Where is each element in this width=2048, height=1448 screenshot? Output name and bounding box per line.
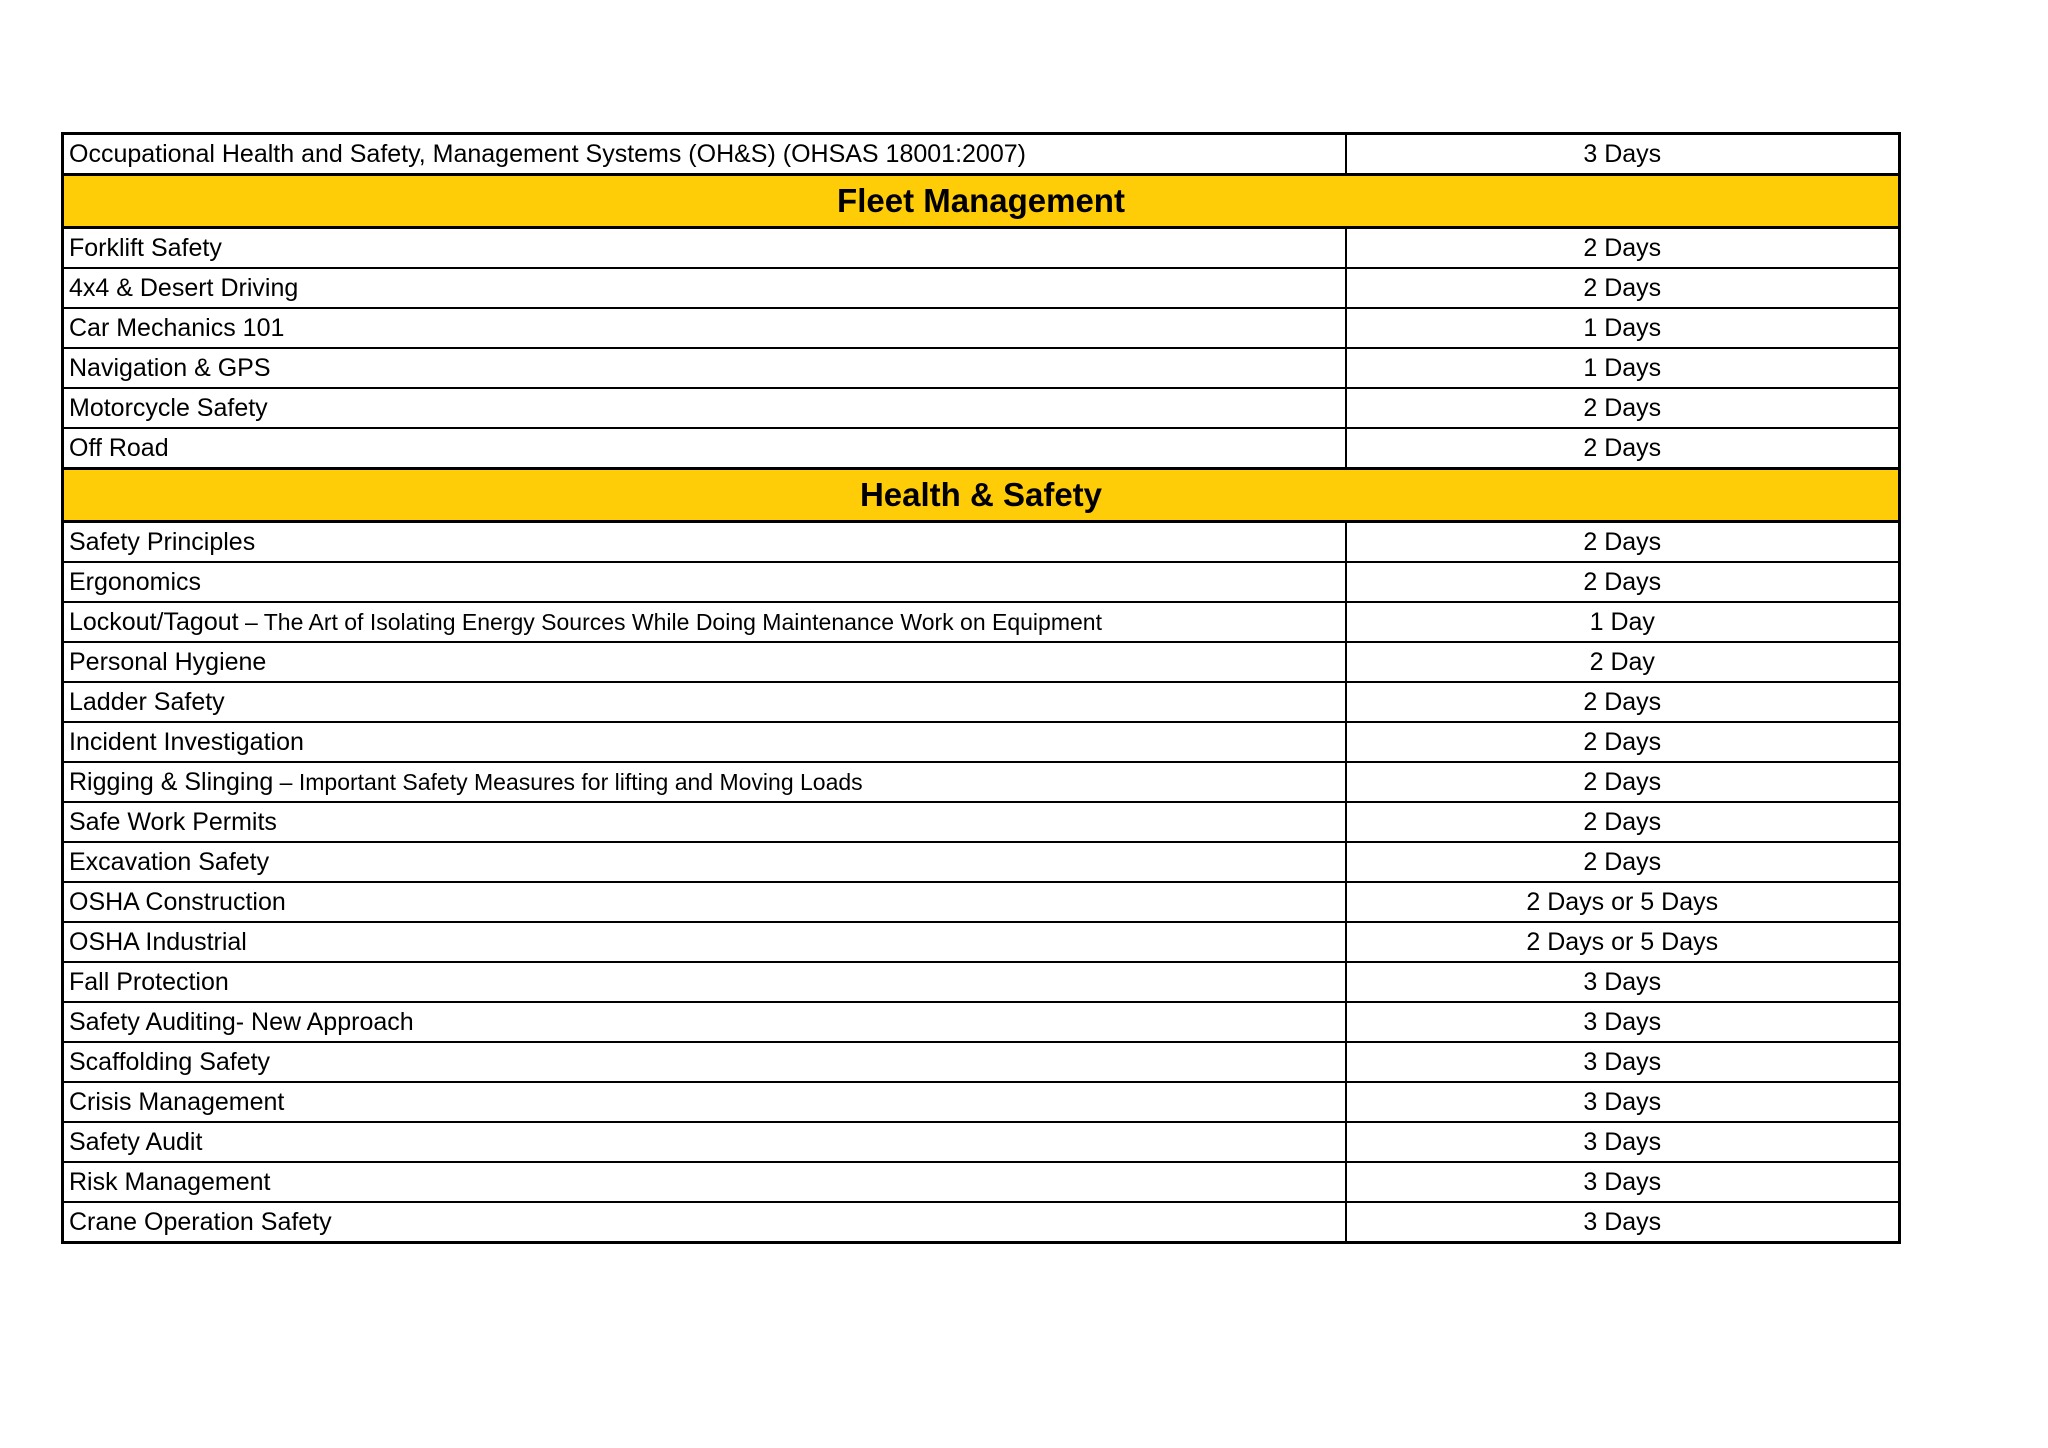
course-duration: 2 Days <box>1346 428 1900 469</box>
course-duration: 2 Days <box>1346 762 1900 802</box>
course-duration: 2 Days <box>1346 268 1900 308</box>
course-name-cell <box>63 722 1346 762</box>
course-duration: 2 Days or 5 Days <box>1346 922 1900 962</box>
section-header-row <box>63 469 1900 522</box>
table-row <box>63 388 1900 428</box>
course-name: Ergonomics <box>69 568 201 596</box>
course-table-body <box>63 134 1900 1243</box>
course-duration: 2 Days <box>1346 388 1900 428</box>
table-row <box>63 922 1900 962</box>
course-name-cell <box>63 802 1346 842</box>
course-duration: 1 Days <box>1346 308 1900 348</box>
table-row <box>63 1202 1900 1243</box>
course-name-cell <box>63 522 1346 563</box>
course-name-cell <box>63 602 1346 642</box>
table-row <box>63 802 1900 842</box>
course-name: Personal Hygiene <box>69 648 267 676</box>
section-header-row <box>63 175 1900 228</box>
course-name: Crane Operation Safety <box>69 1208 332 1236</box>
course-duration: 3 Days <box>1346 1122 1900 1162</box>
course-duration: 2 Day <box>1346 642 1900 682</box>
table-row <box>63 882 1900 922</box>
table-row <box>63 308 1900 348</box>
course-name: Occupational Health and Safety, Management Systems (OH&S) (OHSAS 18001:2007) <box>63 134 1346 175</box>
table-row <box>63 1042 1900 1082</box>
table-row <box>63 722 1900 762</box>
table-row <box>63 1082 1900 1122</box>
table-row <box>63 268 1900 308</box>
table-row <box>63 682 1900 722</box>
table-row <box>63 522 1900 563</box>
course-duration: 3 Days <box>1346 1082 1900 1122</box>
table-row <box>63 642 1900 682</box>
course-duration: 2 Days or 5 Days <box>1346 882 1900 922</box>
course-duration: 3 Days <box>1346 1002 1900 1042</box>
course-name: Safety Auditing- New Approach <box>69 1008 414 1036</box>
course-duration: 1 Day <box>1346 602 1900 642</box>
course-duration: 1 Days <box>1346 348 1900 388</box>
course-duration: 3 Days <box>1346 134 1900 175</box>
section-title: Health & Safety <box>63 469 1900 522</box>
course-name: Car Mechanics 101 <box>69 314 285 342</box>
course-duration: 2 Days <box>1346 842 1900 882</box>
table-row <box>63 348 1900 388</box>
course-name: Crisis Management <box>69 1088 285 1116</box>
course-name-cell <box>63 762 1346 802</box>
course-duration: 2 Days <box>1346 682 1900 722</box>
course-name: Forklift Safety <box>69 234 222 262</box>
course-name-cell <box>63 388 1346 428</box>
course-name-cell <box>63 228 1346 269</box>
course-name-cell <box>63 308 1346 348</box>
section-title: Fleet Management <box>63 175 1900 228</box>
table-row <box>63 1162 1900 1202</box>
course-name-cell <box>63 1082 1346 1122</box>
course-name: Fall Protection <box>69 968 229 996</box>
table-row <box>63 428 1900 469</box>
table-row <box>63 1122 1900 1162</box>
course-name: Motorcycle Safety <box>69 394 268 422</box>
table-row <box>63 762 1900 802</box>
course-name: Safe Work Permits <box>69 808 277 836</box>
table-row <box>63 228 1900 269</box>
course-name: OSHA Industrial <box>69 928 247 956</box>
course-duration: 2 Days <box>1346 562 1900 602</box>
course-name: Lockout/Tagout <box>69 608 239 636</box>
course-name: Incident Investigation <box>69 728 304 756</box>
course-name: Risk Management <box>69 1168 271 1196</box>
course-name-cell <box>63 1002 1346 1042</box>
course-name: Excavation Safety <box>69 848 270 876</box>
course-subtitle: – The Art of Isolating Energy Sources While Doing Maintenance Work on Equipment <box>238 609 1102 635</box>
course-name: Rigging & Slinging <box>69 768 274 796</box>
course-name: OSHA Construction <box>69 888 286 916</box>
table-row <box>63 134 1900 175</box>
course-name: Off Road <box>69 434 169 462</box>
course-duration: 2 Days <box>1346 802 1900 842</box>
course-name: Safety Principles <box>69 528 256 556</box>
course-name-cell <box>63 882 1346 922</box>
course-name: Navigation & GPS <box>69 354 271 382</box>
course-name-cell <box>63 1042 1346 1082</box>
course-name: Safety Audit <box>69 1128 203 1156</box>
course-duration: 3 Days <box>1346 1162 1900 1202</box>
course-name-cell <box>63 428 1346 469</box>
course-name-cell <box>63 1162 1346 1202</box>
table-row <box>63 1002 1900 1042</box>
course-name-cell <box>63 682 1346 722</box>
course-name-cell <box>63 1122 1346 1162</box>
course-name-cell <box>63 268 1346 308</box>
course-name-cell <box>63 562 1346 602</box>
course-name-cell <box>63 348 1346 388</box>
table-row <box>63 842 1900 882</box>
table-row <box>63 602 1900 642</box>
course-name: Ladder Safety <box>69 688 225 716</box>
course-table <box>61 132 1901 1244</box>
course-name-cell <box>63 962 1346 1002</box>
course-name-cell <box>63 642 1346 682</box>
course-duration: 2 Days <box>1346 522 1900 563</box>
course-name-cell <box>63 1202 1346 1243</box>
course-duration: 3 Days <box>1346 962 1900 1002</box>
course-name-cell <box>63 842 1346 882</box>
course-name-cell <box>63 922 1346 962</box>
table-row <box>63 562 1900 602</box>
course-duration: 3 Days <box>1346 1042 1900 1082</box>
course-subtitle: – Important Safety Measures for lifting and Moving Loads <box>273 769 863 795</box>
course-duration: 2 Days <box>1346 722 1900 762</box>
course-duration: 3 Days <box>1346 1202 1900 1243</box>
course-name: Scaffolding Safety <box>69 1048 271 1076</box>
course-duration: 2 Days <box>1346 228 1900 269</box>
course-name: 4x4 & Desert Driving <box>69 274 299 302</box>
table-row <box>63 962 1900 1002</box>
